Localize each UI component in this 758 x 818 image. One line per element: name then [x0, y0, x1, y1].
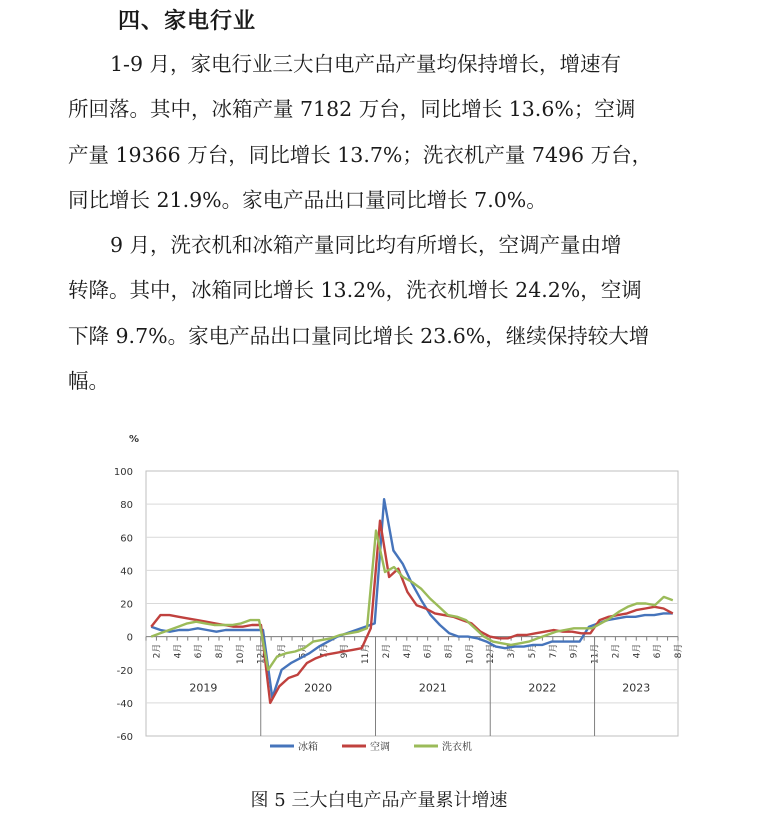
x-month-label: 10月 [235, 643, 246, 665]
growth-line-chart [100, 425, 700, 770]
year-label: 2020 [304, 681, 333, 695]
x-month-label: 2月 [152, 643, 163, 659]
year-label: 2022 [528, 681, 557, 695]
year-label: 2021 [418, 681, 447, 695]
x-month-label: 2月 [611, 643, 622, 659]
y-tick-label: 40 [120, 566, 133, 578]
legend-label: 空调 [370, 742, 390, 753]
paragraph-line: 1-9 月，家电行业三大白电产品产量均保持增长，增速有 [110, 52, 622, 76]
x-month-label: 7月 [319, 643, 330, 659]
x-month-label: 2月 [381, 643, 392, 659]
x-month-label: 4月 [632, 643, 643, 659]
x-month-label: 9月 [569, 643, 580, 659]
x-month-label: 8月 [215, 643, 226, 659]
year-label: 2019 [189, 681, 218, 695]
x-month-label: 7月 [548, 643, 559, 659]
x-month-label: 10月 [465, 643, 476, 665]
x-month-label: 6月 [194, 643, 205, 659]
section-heading: 四、家电行业 [118, 9, 257, 34]
y-tick-label: -20 [116, 665, 133, 677]
y-tick-label: 80 [120, 500, 133, 512]
paragraph-line: 转降。其中，冰箱同比增长 13.2%，洗衣机增长 24.2%，空调 [68, 278, 642, 303]
paragraph-line: 幅。 [68, 368, 109, 393]
figure-caption: 图 5 三大白电产品产量累计增速 [250, 790, 508, 811]
x-month-label: 5月 [527, 643, 538, 659]
paragraph-line: 同比增长 21.9%。家电产品出口量同比增长 7.0%。 [68, 187, 547, 212]
y-axis-unit-label: % [129, 434, 140, 445]
legend-label: 洗衣机 [442, 742, 472, 753]
x-month-label: 12月 [256, 643, 267, 665]
paragraph-line: 所回落。其中，冰箱产量 7182 万台，同比增长 13.6%；空调 [68, 97, 636, 122]
y-tick-label: 60 [120, 533, 133, 545]
y-tick-label: 20 [120, 599, 133, 611]
x-month-label: 3月 [277, 643, 288, 659]
x-month-label: 6月 [653, 643, 664, 659]
paragraph-production-summary [68, 42, 728, 223]
x-month-label: 4月 [173, 643, 184, 659]
x-month-label: 5月 [298, 643, 309, 659]
y-tick-label: 0 [126, 632, 133, 644]
paragraph-september-summary [68, 223, 728, 404]
y-tick-label: -60 [116, 732, 133, 743]
paragraph-line: 9 月，洗衣机和冰箱产量同比均有所增长，空调产量由增 [110, 233, 622, 257]
x-month-label: 8月 [674, 643, 684, 659]
year-label: 2023 [622, 681, 651, 695]
x-month-label: 12月 [486, 643, 497, 665]
x-month-label: 11月 [590, 643, 601, 665]
x-month-label: 9月 [340, 643, 351, 659]
paragraph-line: 产量 19366 万台，同比增长 13.7%；洗衣机产量 7496 万台， [68, 142, 653, 167]
x-month-label: 6月 [423, 643, 434, 659]
y-tick-label: 100 [113, 467, 133, 478]
paragraph-line: 下降 9.7%。家电产品出口量同比增长 23.6%，继续保持较大增 [68, 323, 650, 348]
x-month-label: 4月 [402, 643, 413, 659]
x-month-label: 8月 [444, 643, 455, 659]
x-month-label: 3月 [507, 643, 518, 659]
y-tick-label: -40 [116, 698, 133, 710]
x-month-label: 11月 [361, 643, 372, 665]
legend-label: 冰箱 [298, 742, 318, 753]
